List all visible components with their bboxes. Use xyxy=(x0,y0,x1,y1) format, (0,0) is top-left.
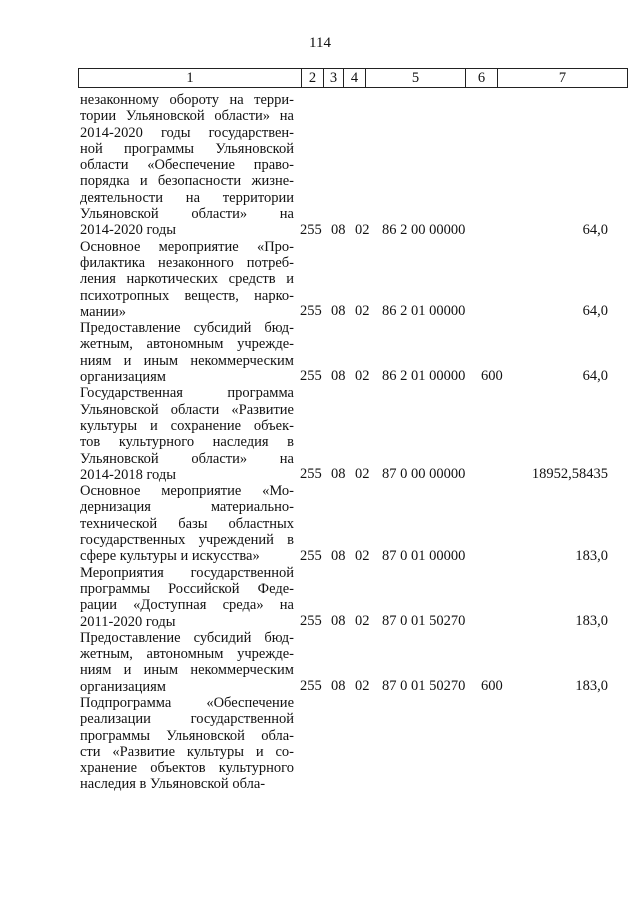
subsection-code: 02 xyxy=(355,677,370,694)
description-line: тов культурного наследия в xyxy=(80,434,294,451)
description-line: государственных учреждений в xyxy=(80,532,294,549)
description-line: мании» xyxy=(80,303,127,320)
description-line: 2011-2020 годы xyxy=(80,613,176,630)
description-line: сти «Развитие культуры и со- xyxy=(80,743,294,760)
admin-code: 255 xyxy=(300,368,322,385)
subsection-code: 02 xyxy=(355,368,370,385)
column-header-2: 2 xyxy=(302,69,324,88)
expense-type-code: 600 xyxy=(481,368,503,385)
column-header-3: 3 xyxy=(324,69,344,88)
description-line: дернизация материально- xyxy=(80,499,294,516)
admin-code: 255 xyxy=(300,466,322,483)
amount: 64,0 xyxy=(582,303,608,320)
description-line: Мероприятия государственной xyxy=(80,564,294,581)
description-line: программы Ульяновской обла- xyxy=(80,727,294,744)
description-line: Ульяновской области» на xyxy=(80,206,294,223)
row-values xyxy=(80,303,620,320)
page-number: 114 xyxy=(309,35,331,51)
description-line: области «Обеспечение право- xyxy=(80,157,294,174)
description-line: Основное мероприятие «Про- xyxy=(80,238,294,255)
description-line: ления наркотических средств и xyxy=(80,271,294,288)
target-article-code: 86 2 01 00000 xyxy=(382,368,466,385)
description-line: психотропных веществ, нарко- xyxy=(80,287,294,304)
row-values xyxy=(80,776,620,793)
subsection-code: 02 xyxy=(355,612,370,629)
admin-code: 255 xyxy=(300,547,322,564)
column-header-6: 6 xyxy=(466,69,498,88)
section-code: 08 xyxy=(331,466,346,483)
description-line: деятельности на территории xyxy=(80,189,294,206)
amount: 64,0 xyxy=(582,368,608,385)
subsection-code: 02 xyxy=(355,303,370,320)
description-line: 2014-2020 годы государствен- xyxy=(80,124,294,141)
description-line: организациям xyxy=(80,678,166,695)
table-row xyxy=(80,565,620,630)
section-code: 08 xyxy=(331,677,346,694)
expense-type-code: 600 xyxy=(481,677,503,694)
row-values xyxy=(80,368,620,385)
table-row xyxy=(80,385,620,483)
amount: 183,0 xyxy=(575,677,608,694)
row-values xyxy=(80,678,620,695)
table-row xyxy=(80,695,620,793)
column-header-5: 5 xyxy=(366,69,466,88)
section-code: 08 xyxy=(331,368,346,385)
admin-code: 255 xyxy=(300,303,322,320)
target-article-code: 87 0 01 50270 xyxy=(382,612,466,629)
description-line: жетным, автономным учрежде- xyxy=(80,336,294,353)
subsection-code: 02 xyxy=(355,221,370,238)
target-article-code: 86 2 01 00000 xyxy=(382,303,466,320)
description-line: Ульяновской области» на xyxy=(80,450,294,467)
description-line: хранение объектов культурного xyxy=(80,760,294,777)
description-line: организациям xyxy=(80,369,166,386)
column-header-1: 1 xyxy=(79,69,302,88)
description-line: незаконному обороту на терри- xyxy=(80,92,294,108)
section-code: 08 xyxy=(331,221,346,238)
table-row xyxy=(80,239,620,320)
description-line: Подпрограмма «Обеспечение xyxy=(80,694,294,711)
section-code: 08 xyxy=(331,547,346,564)
description-line: реализации государственной xyxy=(80,711,294,728)
table-row xyxy=(80,483,620,564)
row-description xyxy=(80,92,294,239)
target-article-code: 87 0 00 00000 xyxy=(382,466,466,483)
table-row xyxy=(80,630,620,695)
description-line: ной программы Ульяновской xyxy=(80,140,294,157)
amount: 18952,58435 xyxy=(531,466,608,483)
row-values xyxy=(80,613,620,630)
description-line: Ульяновской области «Развитие xyxy=(80,401,294,418)
description-line: Предоставление субсидий бюд- xyxy=(80,320,294,337)
row-values xyxy=(80,222,620,239)
description-line: 2014-2018 годы xyxy=(80,466,176,483)
budget-table-body xyxy=(80,92,620,793)
admin-code: 255 xyxy=(300,677,322,694)
table-row xyxy=(80,92,620,239)
description-line: Основное мероприятие «Мо- xyxy=(80,483,294,500)
description-line: сфере культуры и искусства» xyxy=(80,548,260,565)
description-line: программы Российской Феде- xyxy=(80,580,294,597)
admin-code: 255 xyxy=(300,612,322,629)
column-header-4: 4 xyxy=(344,69,366,88)
table-row xyxy=(80,320,620,385)
subsection-code: 02 xyxy=(355,547,370,564)
description-line: культуры и сохранение объек- xyxy=(80,417,294,434)
column-header-7: 7 xyxy=(498,69,628,88)
description-line: наследия в Ульяновской обла- xyxy=(80,776,266,793)
target-article-code: 86 2 00 00000 xyxy=(382,221,466,238)
description-line: Государственная программа xyxy=(80,385,294,402)
description-line: 2014-2020 годы xyxy=(80,222,176,239)
description-line: порядка и безопасности жизне- xyxy=(80,173,294,190)
description-line: технической базы областных xyxy=(80,515,294,532)
target-article-code: 87 0 01 00000 xyxy=(382,547,466,564)
description-line: ниям и иным некоммерческим xyxy=(80,352,294,369)
subsection-code: 02 xyxy=(355,466,370,483)
column-header-row xyxy=(79,69,628,88)
amount: 64,0 xyxy=(582,221,608,238)
amount: 183,0 xyxy=(575,547,608,564)
target-article-code: 87 0 01 50270 xyxy=(382,677,466,694)
description-line: рации «Доступная среда» на xyxy=(80,597,294,614)
description-line: Предоставление субсидий бюд- xyxy=(80,629,294,646)
amount: 183,0 xyxy=(575,612,608,629)
row-values xyxy=(80,548,620,565)
admin-code: 255 xyxy=(300,221,322,238)
description-line: тории Ульяновской области» на xyxy=(80,108,294,125)
section-code: 08 xyxy=(331,303,346,320)
description-line: филактика незаконного потреб- xyxy=(80,254,294,271)
column-header-table xyxy=(78,68,628,88)
row-values xyxy=(80,466,620,483)
section-code: 08 xyxy=(331,612,346,629)
description-line: жетным, автономным учрежде- xyxy=(80,646,294,663)
description-line: ниям и иным некоммерческим xyxy=(80,662,294,679)
